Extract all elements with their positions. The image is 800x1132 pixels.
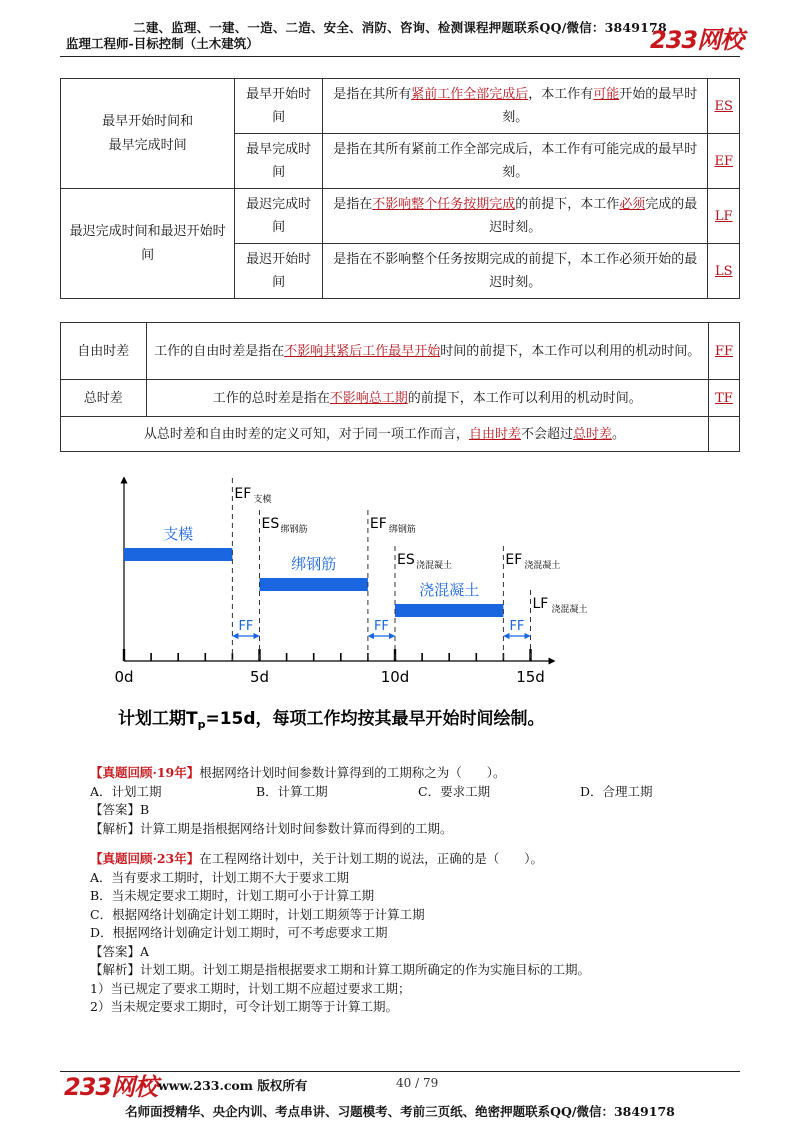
task-label: 绑钢筋	[291, 555, 337, 573]
table-row	[61, 417, 740, 452]
marker-sub: 浇混凝土	[551, 605, 588, 615]
abbr-cell	[708, 79, 740, 134]
note-text: 从总时差和自由时差的定义可知，对于同一项工作而言，	[143, 426, 469, 442]
marker-sub: 浇混凝土	[416, 561, 453, 571]
definition-cell: 是指在不影响整个任务按期完成的前提下，本工作必须开始的最迟时刻。	[323, 244, 708, 299]
question-text: 根据网络计划时间参数计算得到的工期称之为（ ）。	[199, 765, 506, 780]
note-cell	[61, 417, 709, 452]
answer-line: 【答案】A	[90, 943, 150, 959]
def-highlight: 可能	[593, 87, 620, 102]
option-row	[90, 783, 653, 802]
marker-label: EF	[505, 552, 523, 568]
float-table	[60, 322, 740, 452]
marker-sub: 支模	[253, 495, 272, 505]
task-label: 浇混凝土	[419, 581, 480, 599]
table-row	[61, 323, 740, 380]
note-highlight: 自由时差	[468, 426, 521, 442]
abbr-es: ES	[714, 98, 733, 114]
option-d[interactable]: D．根据网络计划确定计划工期时，可不考虑要求工期	[90, 925, 388, 940]
ff-label: FF	[509, 619, 525, 634]
def-text: ，本工作有	[528, 87, 594, 102]
group-cell-latest: 最迟完成时间和最迟开始时间	[61, 189, 235, 299]
page-number: 40 / 79	[396, 1076, 439, 1090]
table-row	[61, 79, 740, 134]
def-highlight: 必须	[619, 197, 646, 212]
definition-cell	[323, 189, 708, 244]
definition-cell: 是指在其所有紧前工作全部完成后，本工作有可能完成的最早时刻。	[323, 134, 708, 189]
task-bar	[260, 578, 368, 591]
abbr-cell	[708, 380, 739, 417]
def-text: 的前提下，本工作	[515, 197, 620, 212]
def-highlight: 不影响总工期	[329, 390, 408, 406]
x-tick-label: 0d	[114, 668, 134, 686]
task-bar	[124, 548, 232, 561]
marker-label: EF	[234, 486, 252, 502]
option-b[interactable]: B．当未规定要求工期时，计划工期可小于计算工期	[90, 888, 375, 903]
definition-cell	[146, 380, 708, 417]
definition-cell	[146, 323, 708, 380]
term-cell: 最早开始时间	[235, 79, 323, 134]
option-b[interactable]: B．计算工期	[256, 783, 328, 799]
marker-label: EF	[369, 516, 387, 532]
footer-rule	[60, 1071, 740, 1072]
def-highlight: 紧前工作全部完成后	[411, 87, 529, 102]
note-text: 不会超过	[520, 426, 573, 442]
def-text: 的前提下，本工作可以利用的机动时间。	[407, 390, 642, 406]
definition-cell	[323, 79, 708, 134]
marker-sub: 浇混凝土	[524, 561, 561, 571]
term-cell: 最迟完成时间	[235, 189, 323, 244]
ff-label: FF	[373, 619, 389, 634]
table-row	[61, 189, 740, 244]
option-a[interactable]: A．当有要求工期时，计划工期不大于要求工期	[90, 869, 350, 885]
question-tag: 【真题回顾·19年】	[90, 765, 200, 780]
header-top-line: 二建、监理、一建、一造、二造、安全、消防、咨询、检测课程押题联系QQ/微信：3849178	[133, 20, 667, 35]
brand-logo: 233网校	[650, 26, 744, 54]
header-rule	[60, 56, 740, 57]
marker-sub: 绑钢筋	[280, 525, 308, 535]
analysis-line: 【解析】计算工期是指根据网络计划时间参数计算而得到的工期。	[90, 820, 453, 836]
abbr-cell	[708, 189, 740, 244]
document-subtitle: 监理工程师-目标控制（土木建筑）	[66, 36, 259, 51]
task-label: 支模	[163, 525, 194, 543]
question-text: 在工程网络计划中，关于计划工期的说法，正确的是（ ）。	[199, 851, 544, 866]
abbr-ff: FF	[714, 343, 733, 359]
abbr-tf: TF	[715, 390, 733, 406]
empty-cell	[708, 417, 739, 452]
def-text: 时间的前提下，本工作可以利用的机动时间。	[440, 343, 701, 359]
def-highlight: 不影响整个任务按期完成	[372, 197, 516, 212]
abbr-ls: LS	[714, 263, 733, 279]
def-text: 工作的自由时差是指在	[154, 343, 285, 359]
def-highlight: 不影响其紧后工作最早开始	[284, 343, 441, 359]
marker-sub: 绑钢筋	[388, 525, 416, 535]
def-text: 完成的最迟时刻。	[489, 197, 698, 235]
answer-line: 【答案】B	[90, 802, 150, 817]
group-cell-earliest: 最早开始时间和 最早完成时间	[61, 79, 235, 189]
question-2	[90, 850, 590, 1017]
marker-label: ES	[397, 552, 415, 568]
term-cell: 最迟开始时间	[235, 244, 323, 299]
term-cell: 总时差	[61, 380, 147, 417]
table-row	[61, 380, 740, 417]
x-tick-label: 15d	[516, 668, 545, 686]
time-parameter-table	[60, 78, 740, 299]
def-text: 开始的最早时刻。	[502, 87, 698, 125]
analysis-line: 1）当已规定了要求工期时，计划工期不应超过要求工期；	[90, 980, 411, 996]
marker-label: ES	[261, 516, 280, 532]
analysis-line: 2）当未规定要求工期时，可令计划工期等于计算工期。	[90, 999, 398, 1014]
def-text: 是指在	[333, 197, 373, 212]
option-a[interactable]: A．计划工期	[90, 783, 162, 799]
abbr-lf: LF	[714, 208, 733, 224]
option-c[interactable]: C．根据网络计划确定计划工期时，计划工期须等于计算工期	[90, 906, 425, 922]
option-c[interactable]: C．要求工期	[418, 783, 491, 799]
analysis-line: 【解析】计划工期。计划工期是指根据要求工期和计算工期所确定的作为实施目标的工期。	[90, 962, 591, 977]
term-cell: 自由时差	[61, 323, 147, 380]
x-tick-label: 10d	[380, 668, 410, 686]
term-cell: 最早完成时间	[235, 134, 323, 189]
footer-logo: 233网校	[64, 1073, 158, 1101]
question-tag: 【真题回顾·23年】	[90, 851, 200, 866]
ff-label: FF	[238, 619, 254, 634]
question-stem	[90, 850, 590, 869]
x-tick-label: 5d	[249, 668, 270, 686]
def-text: 是指在其所有	[333, 87, 412, 102]
def-text: 工作的总时差是指在	[212, 390, 330, 406]
abbr-cell	[708, 134, 740, 189]
abbr-cell	[708, 244, 740, 299]
footer-copyright: www.233.com 版权所有	[158, 1078, 308, 1093]
footer-contact: 名师面授精华、央企内训、考点串讲、习题模考、考前三页纸、绝密押题联系QQ/微信：3849178	[125, 1104, 675, 1119]
question-stem	[90, 764, 653, 783]
abbr-ef: EF	[714, 153, 733, 169]
question-1	[90, 764, 653, 838]
option-d[interactable]: D．合理工期	[580, 783, 653, 799]
task-bar	[395, 604, 503, 617]
chart-caption: 计划工期$T_p=15d$，每项工作均按其最早开始时间绘制。	[118, 709, 545, 731]
marker-label: LF	[532, 596, 549, 612]
note-highlight: 总时差	[572, 426, 612, 442]
gantt-chart	[100, 468, 600, 738]
note-text: 。	[611, 426, 625, 442]
abbr-cell	[708, 323, 739, 380]
